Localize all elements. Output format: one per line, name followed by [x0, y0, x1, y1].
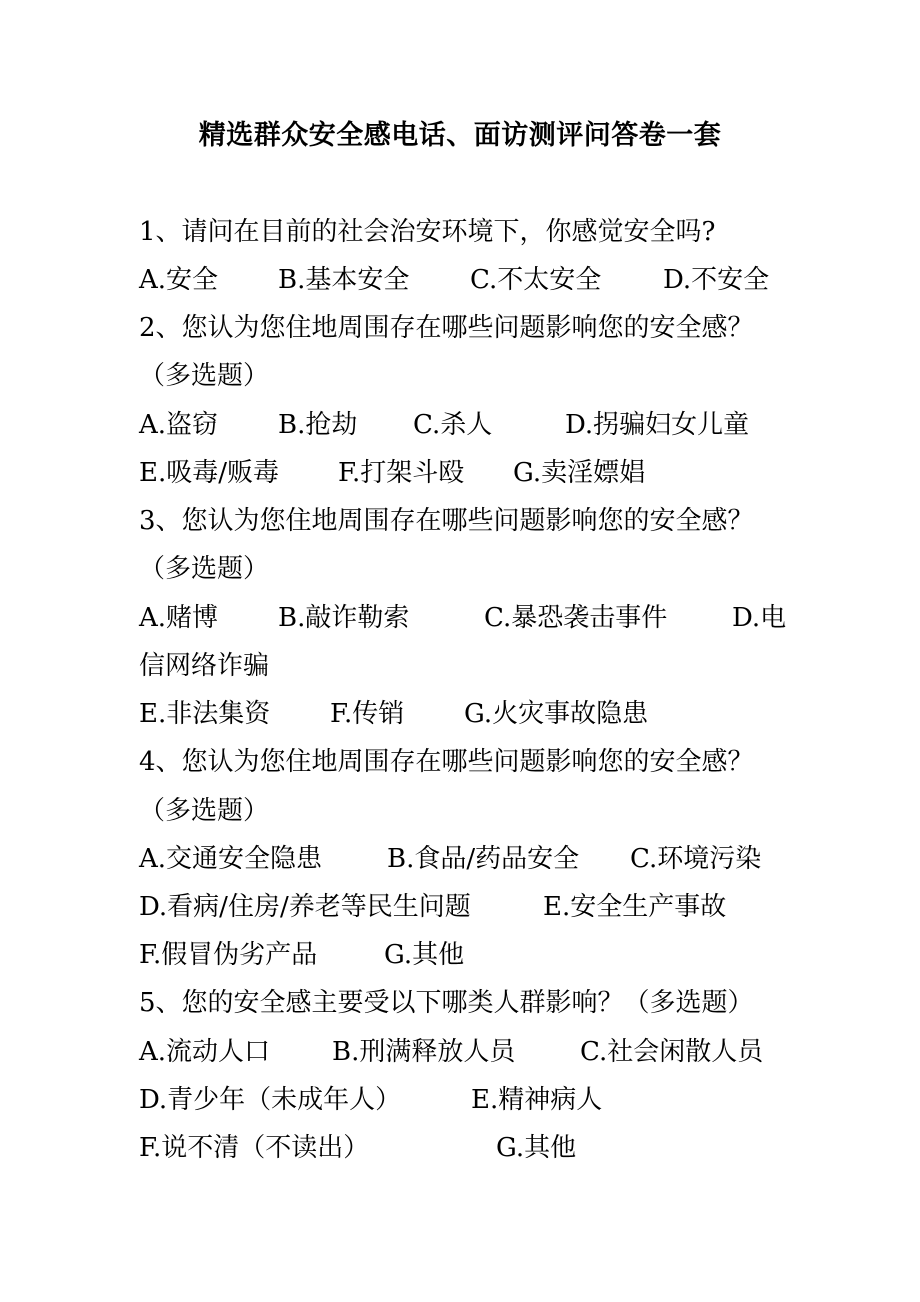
question-4-note: （多选题）	[139, 796, 270, 826]
q5-option-c: C.社会闲散人员	[580, 1037, 764, 1067]
q2-option-e: E.吸毒/贩毒	[139, 458, 280, 488]
q2-option-a: A.盗窃	[139, 410, 219, 440]
q2-option-g: G.卖淫嫖娼	[513, 458, 646, 488]
question-3: 3、您认为您住地周围存在哪些问题影响您的安全感？	[139, 506, 754, 536]
q1-option-b: B.基本安全	[278, 265, 410, 295]
q4-option-a: A.交通安全隐患	[139, 844, 323, 874]
q5-option-a: A.流动人口	[139, 1037, 271, 1067]
q4-option-e: E.安全生产事故	[543, 892, 727, 922]
q3-option-f: F.传销	[330, 699, 405, 729]
q4-option-g: G.其他	[384, 940, 465, 970]
q5-option-b: B.刑满释放人员	[332, 1037, 516, 1067]
q4-option-f: F.假冒伪劣产品	[139, 940, 318, 970]
q1-option-d: D.不安全	[663, 265, 770, 295]
q2-option-f: F.打架斗殴	[338, 458, 465, 488]
q5-option-g: G.其他	[496, 1133, 577, 1163]
q2-option-d: D.拐骗妇女儿童	[565, 410, 750, 440]
q4-option-b: B.食品/药品安全	[387, 844, 580, 874]
document-title: 精选群众安全感电话、面访测评问答卷一套	[198, 120, 722, 151]
question-3-note: （多选题）	[139, 554, 270, 584]
question-2: 2、您认为您住地周围存在哪些问题影响您的安全感？	[139, 313, 754, 343]
question-1: 1、请问在目前的社会治安环境下，你感觉安全吗?	[139, 217, 716, 247]
q3-option-c: C.暴恐袭击事件	[484, 603, 668, 633]
question-3-options-row-2	[139, 649, 269, 683]
q5-option-e: E.精神病人	[471, 1085, 603, 1115]
q3-option-g: G.火灾事故隐患	[464, 699, 649, 729]
q3-option-a: A.赌博	[139, 603, 219, 633]
q5-option-f: F.说不清（不读出）	[139, 1133, 370, 1163]
question-5: 5、您的安全感主要受以下哪类人群影响？（多选题）	[139, 988, 754, 1018]
q1-option-c: C.不太安全	[470, 265, 602, 295]
question-4: 4、您认为您住地周围存在哪些问题影响您的安全感？	[139, 747, 754, 777]
q5-option-d: D.青少年（未成年人）	[139, 1085, 402, 1115]
q3-option-d-continued: 信网络诈骗	[139, 651, 270, 681]
question-2-note: （多选题）	[139, 361, 270, 391]
q3-option-d: D.电	[732, 603, 787, 633]
q4-option-c: C.环境污染	[630, 844, 762, 874]
q3-option-e: E.非法集资	[139, 699, 271, 729]
q1-option-a: A.安全	[139, 265, 219, 295]
q2-option-c: C.杀人	[413, 410, 493, 440]
q4-option-d: D.看病/住房/养老等民生问题	[139, 892, 471, 922]
q2-option-b: B.抢劫	[278, 410, 358, 440]
q3-option-b: B.敲诈勒索	[278, 603, 410, 633]
